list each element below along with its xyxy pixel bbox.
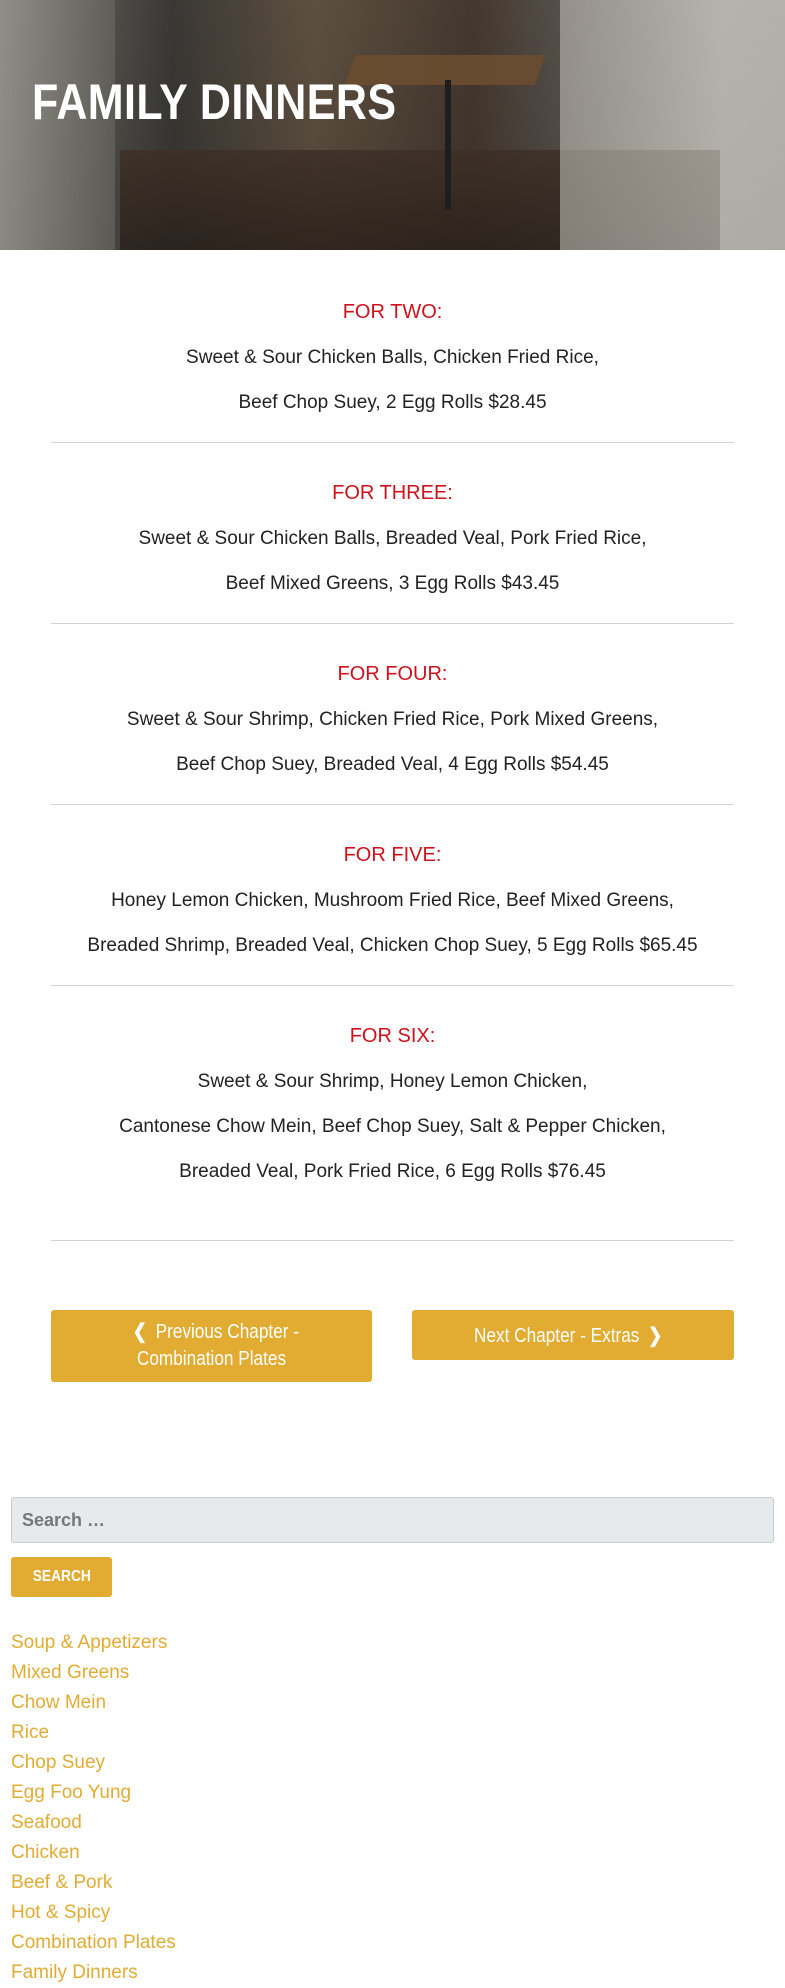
list-item xyxy=(11,1748,176,1778)
list-item xyxy=(11,1808,176,1838)
category-link-hot-spicy[interactable]: Hot & Spicy xyxy=(11,1902,111,1923)
menu-line: Beef Chop Suey, Breaded Veal, 4 Egg Rolls $54.45 xyxy=(176,754,609,775)
list-item xyxy=(11,1778,176,1808)
menu-line: Honey Lemon Chicken, Mushroom Fried Rice, Beef Mixed Greens, xyxy=(111,890,674,911)
menu-line: Breaded Shrimp, Breaded Veal, Chicken Chop Suey, 5 Egg Rolls $65.45 xyxy=(87,935,698,956)
sidebar-category-list xyxy=(11,1628,176,1988)
category-link-mixed-greens[interactable]: Mixed Greens xyxy=(11,1662,130,1683)
list-item xyxy=(11,1928,176,1958)
menu-line: Sweet & Sour Shrimp, Chicken Fried Rice, Pork Mixed Greens, xyxy=(126,709,659,730)
hero-banner xyxy=(0,0,785,250)
category-link-rice[interactable]: Rice xyxy=(11,1722,50,1743)
menu-section-for-three xyxy=(51,471,734,624)
menu-line: Breaded Veal, Pork Fried Rice, 6 Egg Rolls $76.45 xyxy=(179,1161,606,1182)
next-chapter-content xyxy=(475,1323,672,1348)
section-title: FOR SIX: xyxy=(349,1025,436,1047)
hero-wall-right xyxy=(560,0,785,250)
list-item xyxy=(11,1718,176,1748)
menu-line: Beef Chop Suey, 2 Egg Rolls $28.45 xyxy=(238,392,547,413)
menu-line: Sweet & Sour Chicken Balls, Breaded Veal, Pork Fried Rice, xyxy=(138,528,647,549)
list-item xyxy=(11,1838,176,1868)
chevron-right-icon: ❯ xyxy=(648,1324,663,1347)
section-title: FOR FIVE: xyxy=(343,844,442,866)
list-item xyxy=(11,1868,176,1898)
previous-chapter-label: Previous Chapter - Combination Plates xyxy=(136,1321,300,1370)
menu-section-for-five xyxy=(51,833,734,986)
menu-section-for-four xyxy=(51,652,734,805)
menu-section-for-two xyxy=(51,290,734,443)
previous-chapter-content xyxy=(91,1319,333,1373)
search-input[interactable] xyxy=(11,1497,774,1543)
search-button[interactable] xyxy=(11,1557,112,1597)
section-title: FOR THREE: xyxy=(332,482,453,504)
page-title: FAMILY DINNERS xyxy=(32,74,397,130)
menu-line: Sweet & Sour Shrimp, Honey Lemon Chicken, xyxy=(197,1071,588,1092)
category-link-family-dinners[interactable]: Family Dinners xyxy=(11,1962,138,1983)
category-link-chop-suey[interactable]: Chop Suey xyxy=(11,1752,106,1773)
category-link-egg-foo-yung[interactable]: Egg Foo Yung xyxy=(11,1782,132,1803)
category-link-combination-plates[interactable]: Combination Plates xyxy=(11,1932,176,1953)
menu-section-for-six xyxy=(51,1014,734,1241)
menu-line: Sweet & Sour Chicken Balls, Chicken Fried Rice, xyxy=(186,347,599,368)
list-item xyxy=(11,1898,176,1928)
menu-line: Cantonese Chow Mein, Beef Chop Suey, Salt & Pepper Chicken, xyxy=(119,1116,666,1137)
search-button-label: SEARCH xyxy=(32,1568,91,1585)
list-item xyxy=(11,1958,176,1988)
section-title: FOR TWO: xyxy=(342,301,443,323)
category-link-seafood[interactable]: Seafood xyxy=(11,1812,82,1833)
next-chapter-button[interactable] xyxy=(412,1310,734,1360)
next-chapter-label: Next Chapter - Extras xyxy=(474,1324,640,1347)
category-link-soup-appetizers[interactable]: Soup & Appetizers xyxy=(11,1632,168,1653)
list-item xyxy=(11,1688,176,1718)
category-link-chicken[interactable]: Chicken xyxy=(11,1842,80,1863)
hero-table-leg xyxy=(445,80,451,210)
category-link-beef-pork[interactable]: Beef & Pork xyxy=(11,1872,113,1893)
menu-line: Beef Mixed Greens, 3 Egg Rolls $43.45 xyxy=(225,573,560,594)
category-link-chow-mein[interactable]: Chow Mein xyxy=(11,1692,107,1713)
menu-list xyxy=(51,290,734,1269)
previous-chapter-button[interactable] xyxy=(51,1310,372,1382)
list-item xyxy=(11,1628,176,1658)
list-item xyxy=(11,1658,176,1688)
section-title: FOR FOUR: xyxy=(337,663,448,685)
chevron-left-icon: ❮ xyxy=(132,1321,147,1343)
